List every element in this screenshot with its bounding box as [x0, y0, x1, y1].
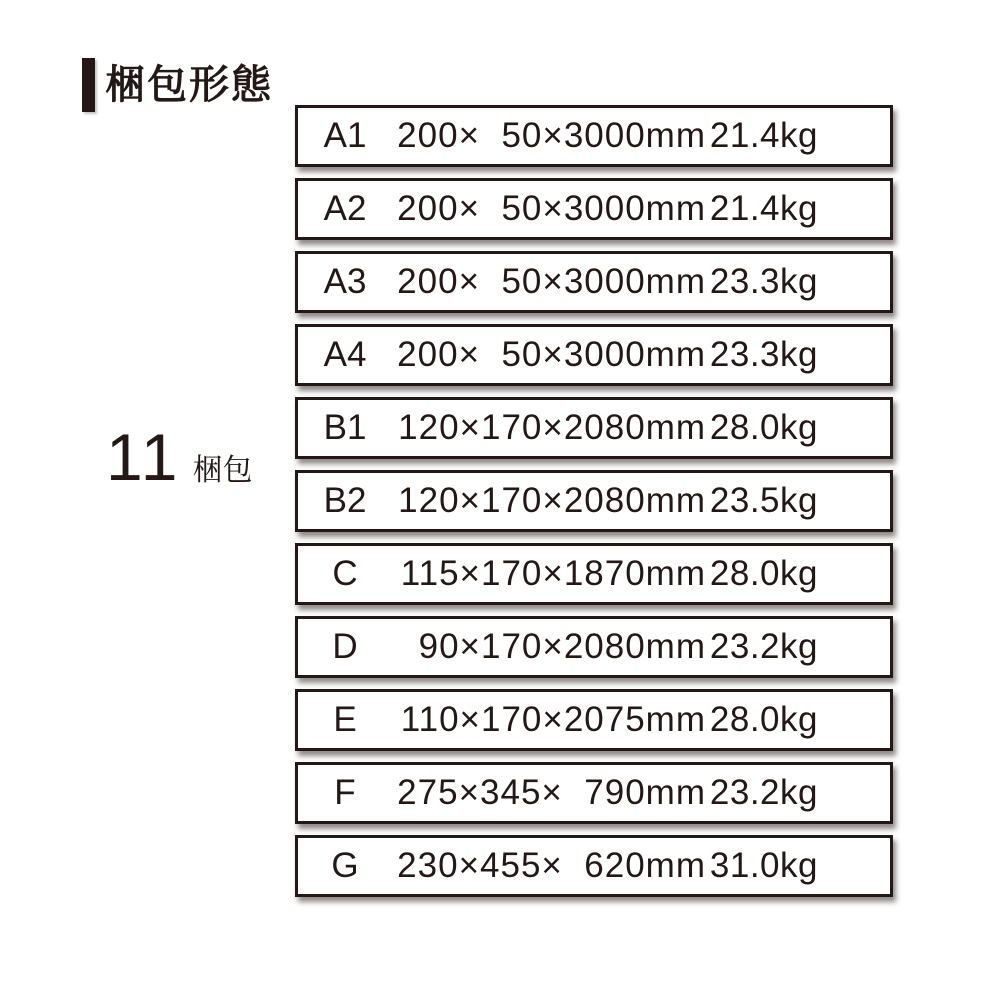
table-row: [295, 178, 893, 240]
package-label: A3: [323, 262, 367, 301]
page-title: 梱包形態: [105, 63, 273, 107]
package-dimensions: 200× 50×3000mm: [397, 262, 706, 301]
package-label: A2: [323, 189, 367, 228]
package-weight: 28.0kg: [709, 700, 818, 739]
table-row: [295, 105, 893, 167]
package-label: E: [333, 700, 357, 739]
table-row: [295, 543, 893, 605]
package-dimensions: 230×455× 620mm: [397, 846, 706, 885]
package-dimensions: 200× 50×3000mm: [397, 189, 706, 228]
package-label: A1: [323, 116, 367, 155]
package-count-summary: [106, 420, 253, 494]
package-label: A4: [323, 335, 367, 374]
package-dimensions: 120×170×2080mm: [398, 408, 706, 447]
table-row: [295, 324, 893, 386]
table-row: [295, 616, 893, 678]
package-dimensions: 200× 50×3000mm: [397, 335, 706, 374]
table-row: [295, 397, 893, 459]
package-weight: 21.4kg: [709, 189, 818, 228]
table-row: [295, 835, 893, 897]
package-dimensions: 90×170×2080mm: [418, 627, 706, 666]
package-label: B2: [323, 481, 367, 520]
package-weight: 23.2kg: [709, 627, 818, 666]
title-bar-mark: [82, 58, 95, 112]
package-weight: 21.4kg: [709, 116, 818, 155]
package-weight: 28.0kg: [709, 554, 818, 593]
package-dimensions: 275×345× 790mm: [397, 773, 706, 812]
package-dimensions: 110×170×2075mm: [400, 700, 706, 739]
table-row: [295, 251, 893, 313]
package-weight: 23.2kg: [709, 773, 818, 812]
table-row: [295, 470, 893, 532]
package-weight: 23.3kg: [709, 262, 818, 301]
package-weight: 23.3kg: [709, 335, 818, 374]
package-weight: 23.5kg: [709, 481, 818, 520]
package-label: G: [331, 846, 359, 885]
package-label: F: [334, 773, 356, 812]
package-dimensions: 115×170×1870mm: [400, 554, 706, 593]
package-weight: 28.0kg: [709, 408, 818, 447]
package-label: C: [332, 554, 358, 593]
package-dimensions: 120×170×2080mm: [398, 481, 706, 520]
package-table: [295, 105, 893, 908]
package-weight: 31.0kg: [709, 846, 818, 885]
table-row: [295, 689, 893, 751]
package-label: D: [332, 627, 358, 666]
package-dimensions: 200× 50×3000mm: [397, 116, 706, 155]
package-label: B1: [323, 408, 367, 447]
package-count: 11: [106, 420, 181, 494]
table-row: [295, 762, 893, 824]
package-count-unit: 梱包: [192, 454, 253, 487]
section-header: [82, 58, 273, 112]
